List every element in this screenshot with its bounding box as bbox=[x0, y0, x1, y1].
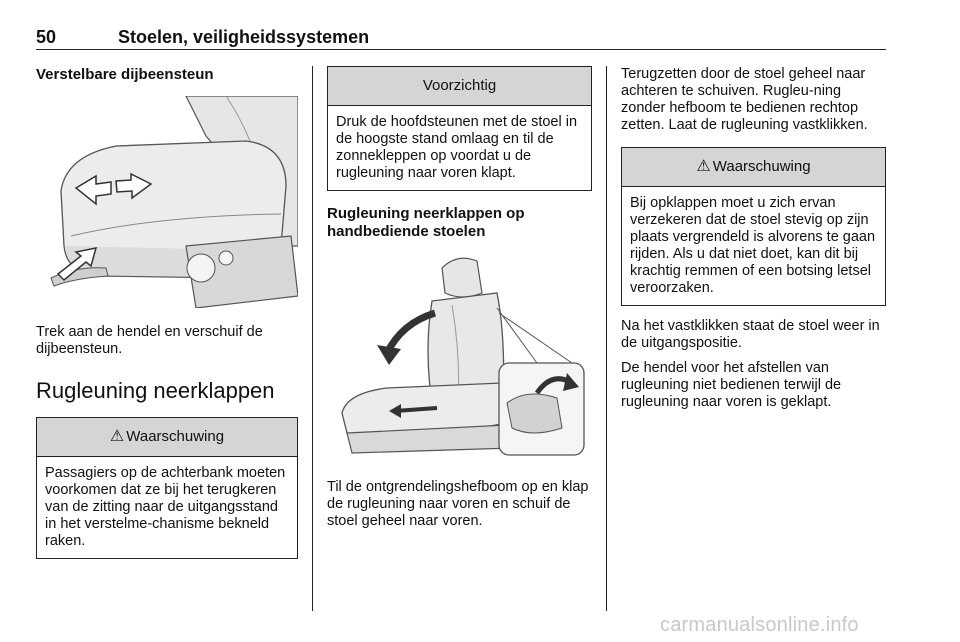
column-divider bbox=[312, 66, 313, 611]
caution-text: Druk de hoofdsteunen met de stoel in de hoogste stand omlaag en til de zonnekleppen op voordat u de rugleuning naar voren klapt. bbox=[336, 114, 578, 181]
heading-thigh-support: Verstelbare dijbeensteun bbox=[36, 66, 214, 83]
paragraph: De hendel voor het afstellen van rugleuning niet bedienen terwijl de rugleuning naar voren is geklapt. bbox=[621, 360, 842, 410]
warning-title: Waarschuwing bbox=[126, 428, 225, 445]
paragraph: Terugzetten door de stoel geheel naar achteren te schuiven. Rugleu-ning zonder hefboom te bedienen rechtop zetten. Laat de rugleuning vastklikken. bbox=[621, 66, 868, 133]
thigh-support-illustration bbox=[36, 96, 298, 308]
warning-box-header bbox=[37, 418, 297, 457]
watermark: carmanualsonline.info bbox=[660, 614, 859, 636]
heading-backrest-fold: Rugleuning neerklappen bbox=[36, 378, 275, 403]
heading-manual-seats: Rugleuning neerklappen op handbediende stoelen bbox=[327, 205, 525, 240]
warning-box bbox=[621, 147, 886, 306]
warning-box bbox=[36, 417, 298, 559]
warning-triangle-icon: ⚠ bbox=[696, 158, 711, 175]
backrest-fold-illustration bbox=[327, 253, 592, 465]
column-middle bbox=[327, 66, 592, 530]
column-right bbox=[621, 66, 886, 411]
caution-box-header: Voorzichtig bbox=[328, 67, 591, 106]
warning-triangle-icon: ⚠ bbox=[109, 428, 125, 445]
warning-text: Bij opklappen moet u zich ervan verzekeren dat de stoel stevig op zijn plaats vergrendeld is alvorens te gaan rijden. Als u dat niet doet, kan dit bij krachtig remmen of een botsing letsel veroorzaken. bbox=[630, 195, 876, 296]
page-number: 50 bbox=[36, 27, 57, 47]
paragraph: Trek aan de hendel en verschuif de dijbeensteun. bbox=[36, 324, 263, 357]
warning-text: Passagiers op de achterbank moeten voorkomen dat ze bij het terugkeren van de zitting naar de uitgangsstand in het verstelme-chanisme bekneld raken. bbox=[45, 465, 286, 549]
column-left bbox=[36, 66, 298, 559]
caution-box bbox=[327, 66, 592, 191]
paragraph: Til de ontgrendelingshefboom op en klap de rugleuning naar voren en schuif de stoel geheel naar voren. bbox=[327, 479, 589, 529]
paragraph: Na het vastklikken staat de stoel weer in de uitgangspositie. bbox=[621, 318, 880, 351]
section-title: Stoelen, veiligheidssystemen bbox=[118, 27, 370, 47]
column-divider bbox=[606, 66, 607, 611]
page-header bbox=[36, 27, 886, 50]
warning-box-header bbox=[622, 148, 885, 187]
warning-title: Waarschuwing bbox=[712, 158, 811, 175]
